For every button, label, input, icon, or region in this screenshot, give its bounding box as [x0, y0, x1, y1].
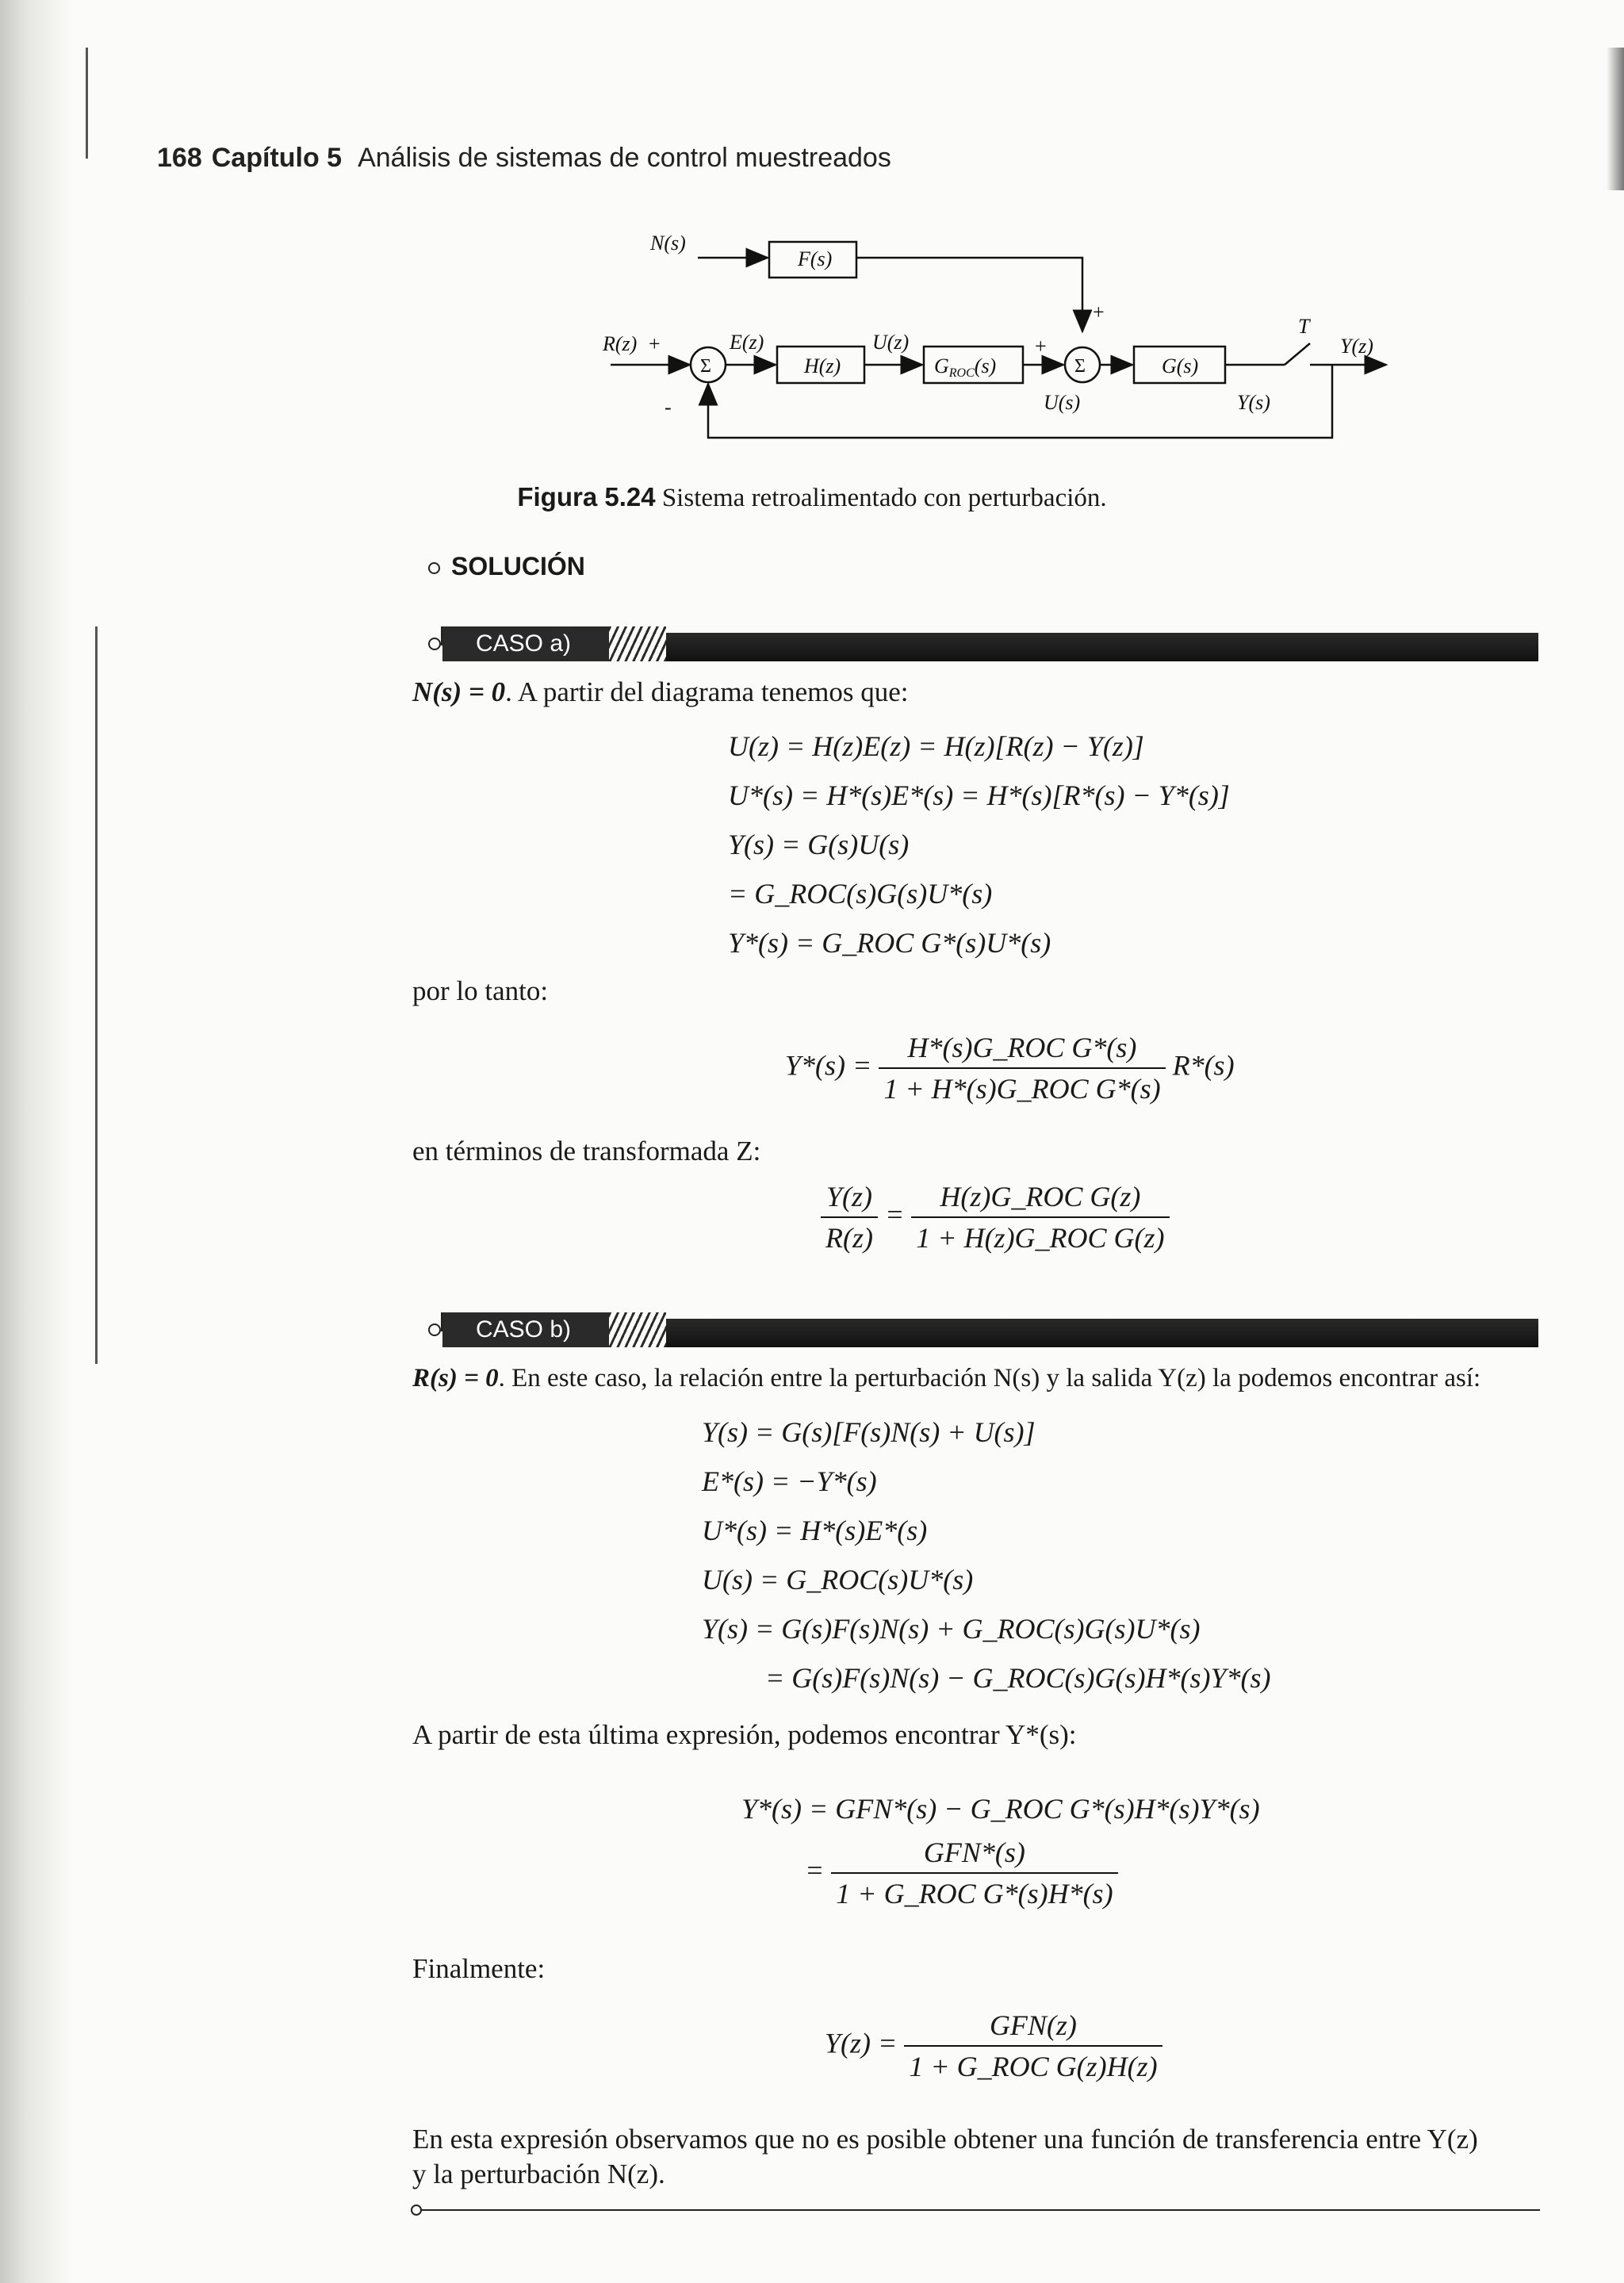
closing-line-2: y la perturbación N(z). — [412, 2159, 665, 2189]
equation-line: U(s) = G_ROC(s)U*(s) — [702, 1564, 974, 1595]
case-b-from-text: A partir de esta última expresión, podemos encontrar Y*(s): — [412, 1719, 1077, 1750]
case-a-z-equation: $\frac{Y(z)}{R(z)}$ = $\frac{\text{H(z)G\_ROC G(z)}}{\text{1 + H(z)G\_ROC G(z)}}$ — [821, 1180, 1170, 1255]
solution-heading: SOLUCIÓN — [428, 552, 585, 581]
label-plus-2: + — [1035, 335, 1047, 358]
page-number: 168 — [157, 143, 202, 173]
chapter-title: Análisis de sistemas de control muestreados — [358, 143, 891, 173]
end-rule — [414, 2209, 1540, 2211]
block-diagram — [587, 230, 1419, 468]
case-a-z-text: en términos de transformada Z: — [412, 1136, 761, 1166]
spine-mark — [95, 626, 98, 1364]
case-b-ystar-fraction: = $\frac{\text{GFN*(s)}}{\text{1 + G\_ROC G*(s)H*(s)}}$ — [805, 1836, 1118, 1910]
case-a-result-equation: Y*(s) = $\frac{\text{H*(s)G\_ROC G*(s)}}{\text{1 + H*(s)G\_ROC G*(s)}}$ R*(s) — [785, 1032, 1235, 1105]
label-n: N(s) — [650, 232, 686, 255]
label-yz: Y(z) — [1340, 335, 1373, 358]
fraction-numerator: H*(s)G_ROC G*(s) — [879, 1031, 1165, 1069]
bullet-icon — [411, 2204, 422, 2216]
equation-line: = G(s)F(s)N(s) − G_ROC(s)G(s)H*(s)Y*(s) — [765, 1662, 1271, 1694]
case-b-equations — [702, 1408, 1271, 1703]
equation-line: Y(s) = G(s)[F(s)N(s) + U(s)] — [702, 1416, 1036, 1448]
label-h: H(z) — [804, 354, 841, 377]
label-f: F(s) — [798, 247, 833, 270]
label-plus-1: + — [649, 332, 661, 355]
label-minus: - — [665, 396, 672, 419]
equation-line: Y(s) = G(s)U(s) — [728, 829, 910, 860]
label-plus-3: + — [1093, 301, 1105, 324]
sigma-1: Σ — [700, 356, 711, 377]
case-b-intro: R(s) = 0. En este caso, la relación entre la perturbación N(s) y la salida Y(z) la podemos encontrar así: — [412, 1364, 1481, 1392]
equation-line: = G_ROC(s)G(s)U*(s) — [728, 878, 993, 910]
label-r: R(z) — [603, 332, 638, 355]
label-e: E(z) — [730, 331, 764, 354]
case-a-intro: N(s) = 0. A partir del diagrama tenemos que: — [412, 676, 909, 707]
sampler-switch — [1285, 343, 1310, 365]
case-a-therefore: por lo tanto: — [412, 975, 549, 1006]
closing-line-1: En esta expresión observamos que no es posible obtener una función de transferencia entre Y(z) — [412, 2124, 1478, 2155]
figure-caption — [0, 482, 1624, 513]
sigma-2: Σ — [1074, 356, 1086, 377]
equation-line: E*(s) = −Y*(s) — [702, 1465, 877, 1497]
label-groc: GROC(s) — [934, 354, 997, 380]
fraction-denominator: 1 + H*(s)G_ROC G*(s) — [883, 1073, 1161, 1105]
equation-line: U*(s) = H*(s)E*(s) — [702, 1515, 928, 1546]
bullet-icon — [428, 1323, 441, 1336]
page-corner-shadow — [1607, 48, 1624, 190]
figure-label: Figura 5.24 — [517, 482, 656, 511]
figure-caption-text: Sistema retroalimentado con perturbación. — [661, 484, 1107, 512]
label-g: G(s) — [1162, 354, 1199, 377]
equation-line: Y*(s) = G_ROC G*(s)U*(s) — [728, 927, 1051, 959]
case-a-equations — [728, 722, 1230, 967]
equation-line: U*(s) = H*(s)E*(s) = H*(s)[R*(s) − Y*(s)] — [728, 780, 1230, 811]
case-b-ystar-line: Y*(s) = GFN*(s) − G_ROC G*(s)H*(s)Y*(s) — [741, 1793, 1260, 1825]
spine-mark — [86, 48, 88, 159]
label-us: U(s) — [1044, 391, 1081, 414]
label-ys: Y(s) — [1237, 391, 1270, 414]
case-b-finally: Finalmente: — [412, 1953, 546, 1984]
case-a-banner — [428, 626, 1538, 661]
label-t: T — [1298, 315, 1310, 338]
bullet-icon — [428, 638, 441, 650]
case-b-tab: CASO b) — [442, 1312, 609, 1347]
chapter-label: Capítulo 5 — [211, 143, 343, 173]
case-b-banner — [428, 1312, 1538, 1347]
label-uz: U(z) — [872, 331, 910, 354]
case-b-final-equation: Y(z) = $\frac{\text{GFN(z)}}{\text{1 + G\_ROC G(z)H(z)}}$ — [825, 2009, 1162, 2083]
equation-line: U(z) = H(z)E(z) = H(z)[R(z) − Y(z)] — [728, 730, 1144, 762]
case-a-tab: CASO a) — [442, 626, 609, 661]
running-header — [157, 143, 891, 174]
bullet-icon — [428, 562, 440, 574]
equation-line: Y(s) = G(s)F(s)N(s) + G_ROC(s)G(s)U*(s) — [702, 1613, 1201, 1645]
page-spine-shadow — [0, 0, 71, 2283]
